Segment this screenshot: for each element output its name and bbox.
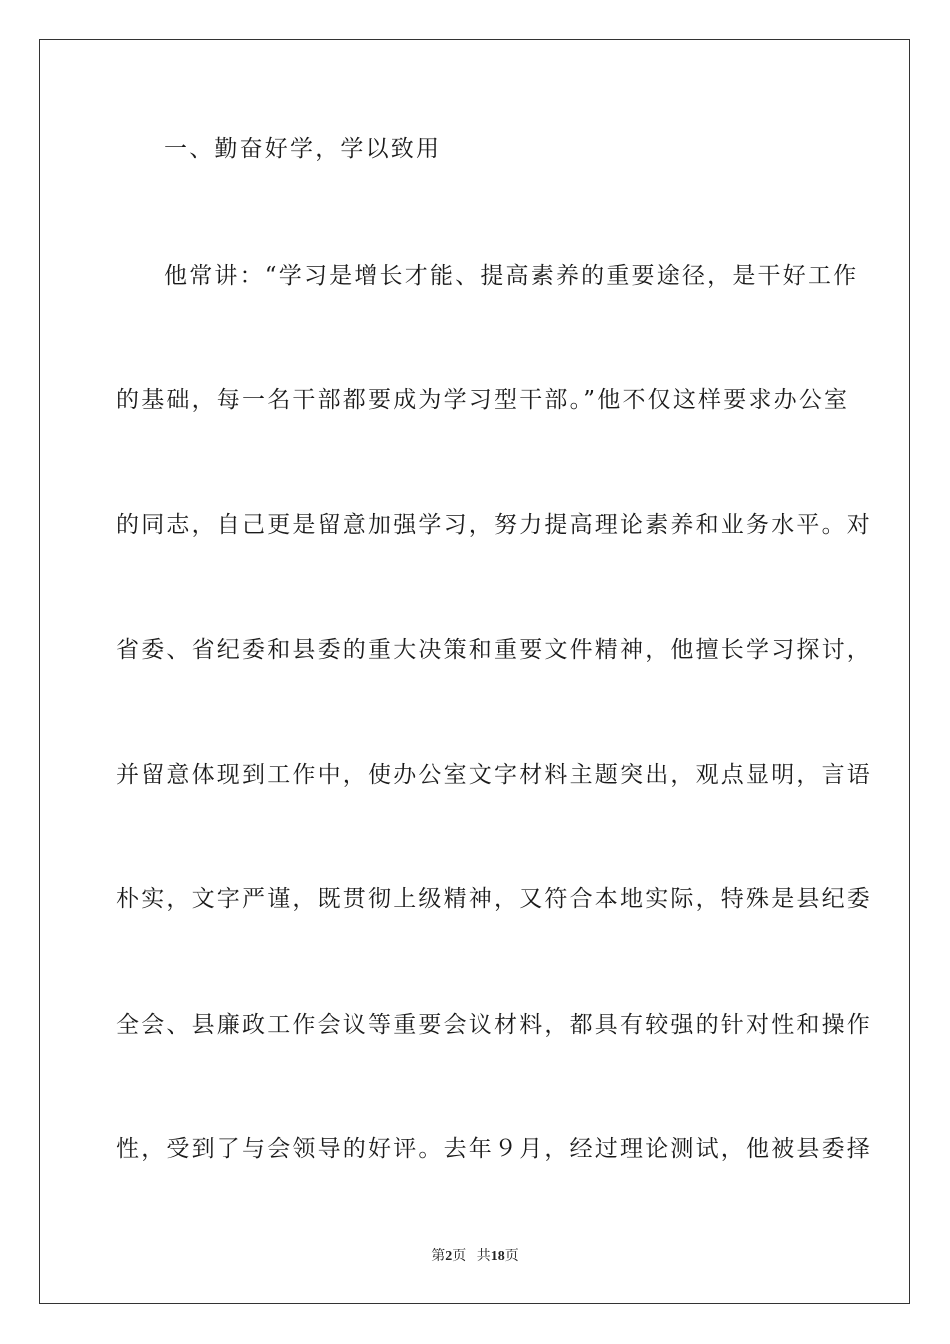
paragraph-line: 他常讲：“学习是增长才能、提高素养的重要途径，是干好工作 (164, 263, 859, 289)
paragraph-line: 全会、县廉政工作会议等重要会议材料，都具有较强的针对性和操作 (116, 1012, 872, 1038)
page-prefix: 第 (431, 1249, 446, 1264)
page-suffix: 页 (452, 1249, 467, 1264)
paragraph-line: 性，受到了与会领导的好评。去年９月，经过理论测试，他被县委择 (116, 1136, 872, 1162)
total-prefix: 共 (476, 1249, 491, 1264)
page-border (39, 39, 910, 1304)
page-number: 2 (445, 1249, 453, 1264)
page-footer (0, 1248, 950, 1266)
paragraph-line: 的基础，每一名干部都要成为学习型干部。”他不仅这样要求办公室 (116, 387, 850, 413)
section-heading: 一、勤奋好学，学以致用 (164, 136, 442, 162)
paragraph-line: 省委、省纪委和县委的重大决策和重要文件精神，他擅长学习探讨， (116, 637, 872, 663)
total-suffix: 页 (504, 1249, 519, 1264)
paragraph-line: 并留意体现到工作中，使办公室文字材料主题突出，观点显明，言语 (116, 762, 872, 788)
paragraph-line: 朴实，文字严谨，既贯彻上级精神，又符合本地实际，特殊是县纪委 (116, 886, 872, 912)
total-pages: 18 (490, 1249, 505, 1264)
paragraph-line: 的同志，自己更是留意加强学习，努力提高理论素养和业务水平。对 (116, 512, 872, 538)
